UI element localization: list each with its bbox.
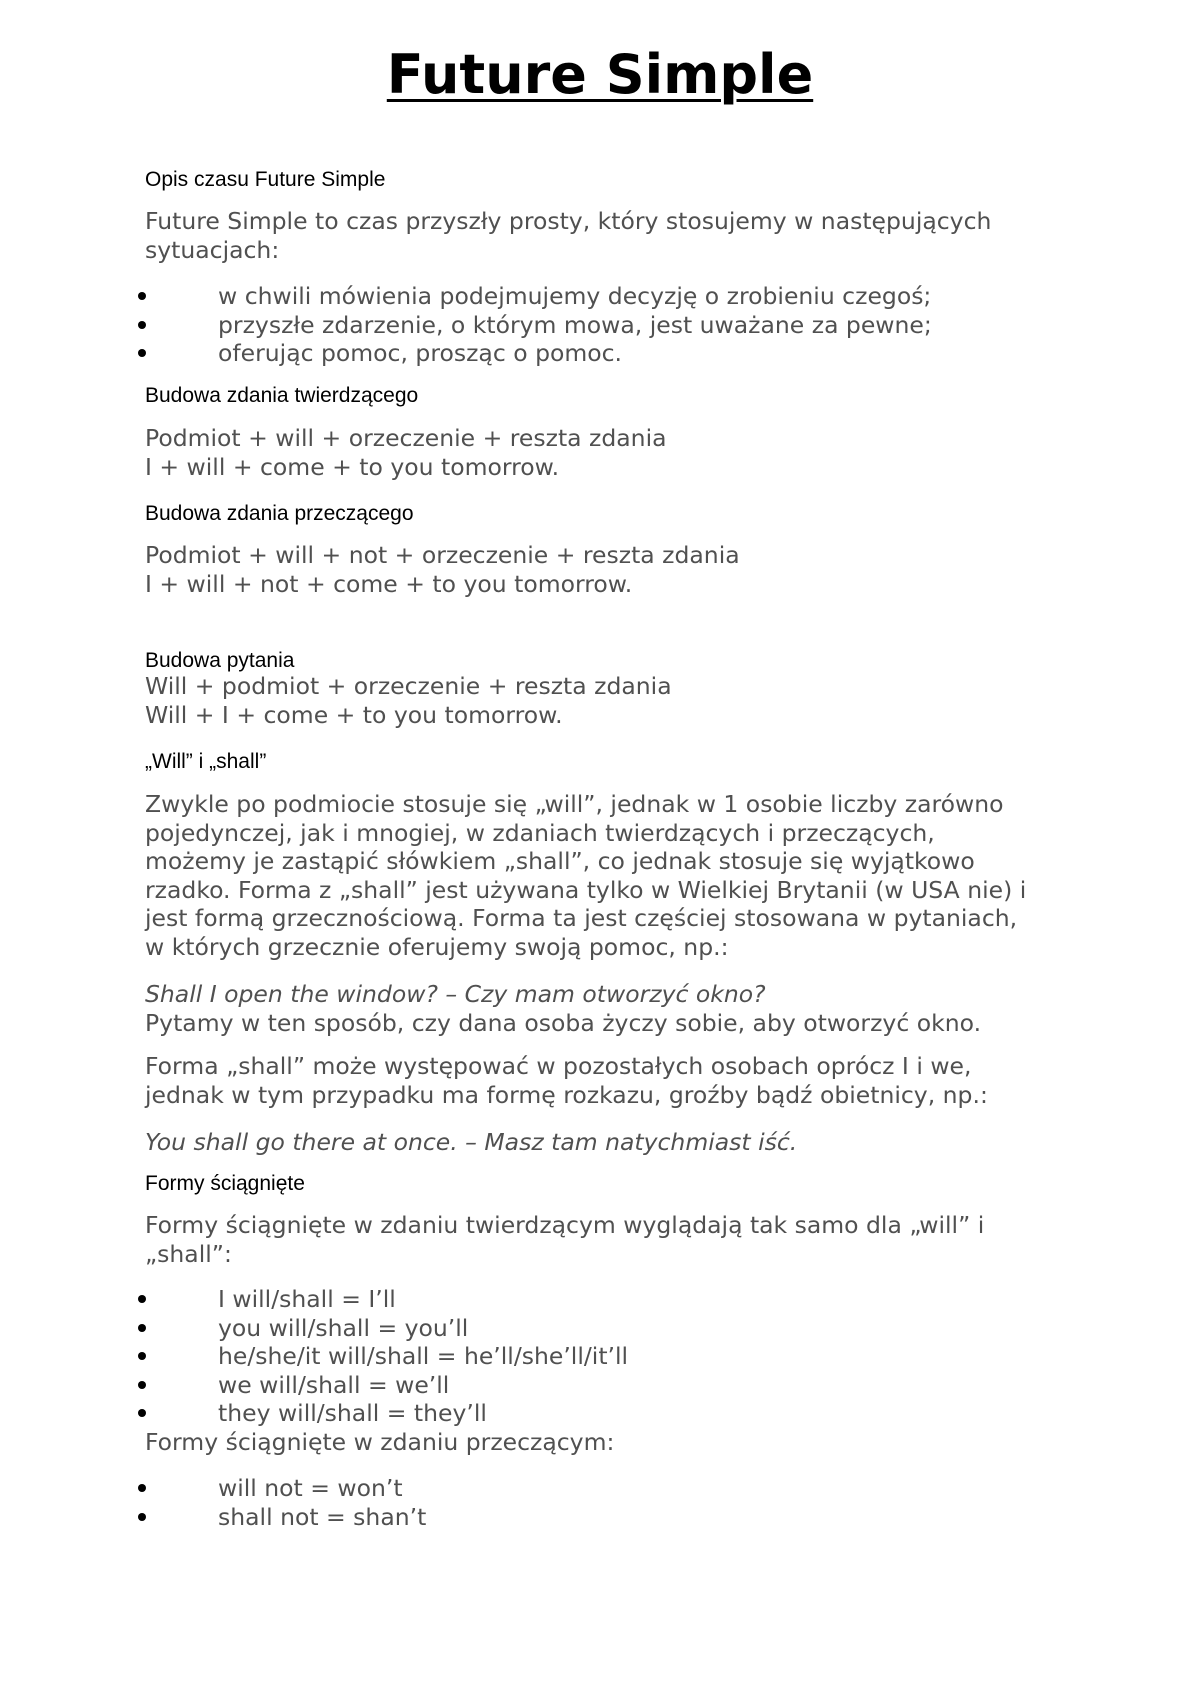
bullet-icon: [138, 1295, 146, 1303]
list-item: he/she/it will/shall = he’ll/she’ll/it’ll: [0, 1342, 628, 1371]
bullet-icon: [138, 292, 146, 300]
document-title: Future Simple: [386, 43, 814, 106]
heading-will-shall: „Will” i „shall”: [145, 750, 267, 773]
paragraph-example-shall: Shall I open the window? – Czy mam otworzyć okno? Pytamy w ten sposób, czy dana osoba życzy sobie, aby otworzyć okno.: [145, 980, 982, 1037]
list-sciagniete-negative: [0, 1474, 426, 1531]
bullet-icon: [138, 1381, 146, 1389]
list-item: we will/shall = we’ll: [0, 1371, 628, 1400]
paragraph-twierdzace: Podmiot + will + orzeczenie + reszta zdania I + will + come + to you tomorrow.: [145, 424, 667, 481]
paragraph-opis-intro: Future Simple to czas przyszły prosty, który stosujemy w następujących sytuacjach:: [145, 207, 992, 264]
list-opis: [0, 282, 932, 368]
list-item: oferując pomoc, prosząc o pomoc.: [0, 339, 932, 368]
list-item: I will/shall = I’ll: [0, 1285, 628, 1314]
heading-sciagniete: Formy ściągnięte: [145, 1172, 305, 1195]
paragraph-sciagniete-intro: Formy ściągnięte w zdaniu twierdzącym wyglądają tak samo dla „will” i „shall”:: [145, 1211, 985, 1268]
bullet-icon: [138, 1484, 146, 1492]
bullet-icon: [138, 1409, 146, 1417]
list-sciagniete: [0, 1285, 628, 1428]
paragraph-shall-other-persons: Forma „shall” może występować w pozostałych osobach oprócz I i we, jednak w tym przypadku ma formę rozkazu, groźby bądź obietnicy, np.:: [145, 1052, 988, 1109]
bullet-icon: [138, 1513, 146, 1521]
bullet-icon: [138, 1324, 146, 1332]
bullet-icon: [138, 1352, 146, 1360]
paragraph-pytania: Will + podmiot + orzeczenie + reszta zdania Will + I + come + to you tomorrow.: [145, 672, 672, 729]
list-item: przyszłe zdarzenie, o którym mowa, jest uważane za pewne;: [0, 311, 932, 340]
heading-pytania: Budowa pytania: [145, 649, 295, 672]
heading-twierdzace: Budowa zdania twierdzącego: [145, 384, 419, 407]
bullet-icon: [138, 321, 146, 329]
list-item: will not = won’t: [0, 1474, 426, 1503]
list-item: w chwili mówienia podejmujemy decyzję o zrobieniu czegoś;: [0, 282, 932, 311]
heading-przeczace: Budowa zdania przeczącego: [145, 502, 414, 525]
list-item: you will/shall = you’ll: [0, 1314, 628, 1343]
paragraph-przeczace: Podmiot + will + not + orzeczenie + reszta zdania I + will + not + come + to you tomorrow.: [145, 541, 740, 598]
paragraph-will-shall: Zwykle po podmiocie stosuje się „will”, jednak w 1 osobie liczby zarówno pojedynczej, jak i mnogiej, w zdaniach twierdzących i przeczących, możemy je zastąpić słówkiem „shall”, co jednak stosuje się wyjątkowo rzadko. Forma z „shall” jest używana tylko w Wielkiej Brytanii (w USA nie) i jest formą grzecznościową. Forma ta jest częściej stosowana w pytaniach, w których grzecznie oferujemy swoją pomoc, np.:: [145, 790, 1027, 961]
list-item: they will/shall = they’ll: [0, 1399, 628, 1428]
paragraph-example-command: You shall go there at once. – Masz tam natychmiast iść.: [145, 1128, 798, 1156]
heading-opis: Opis czasu Future Simple: [145, 168, 386, 191]
list-item: shall not = shan’t: [0, 1503, 426, 1532]
paragraph-sciagniete-negative: Formy ściągnięte w zdaniu przeczącym:: [145, 1428, 615, 1456]
bullet-icon: [138, 349, 146, 357]
